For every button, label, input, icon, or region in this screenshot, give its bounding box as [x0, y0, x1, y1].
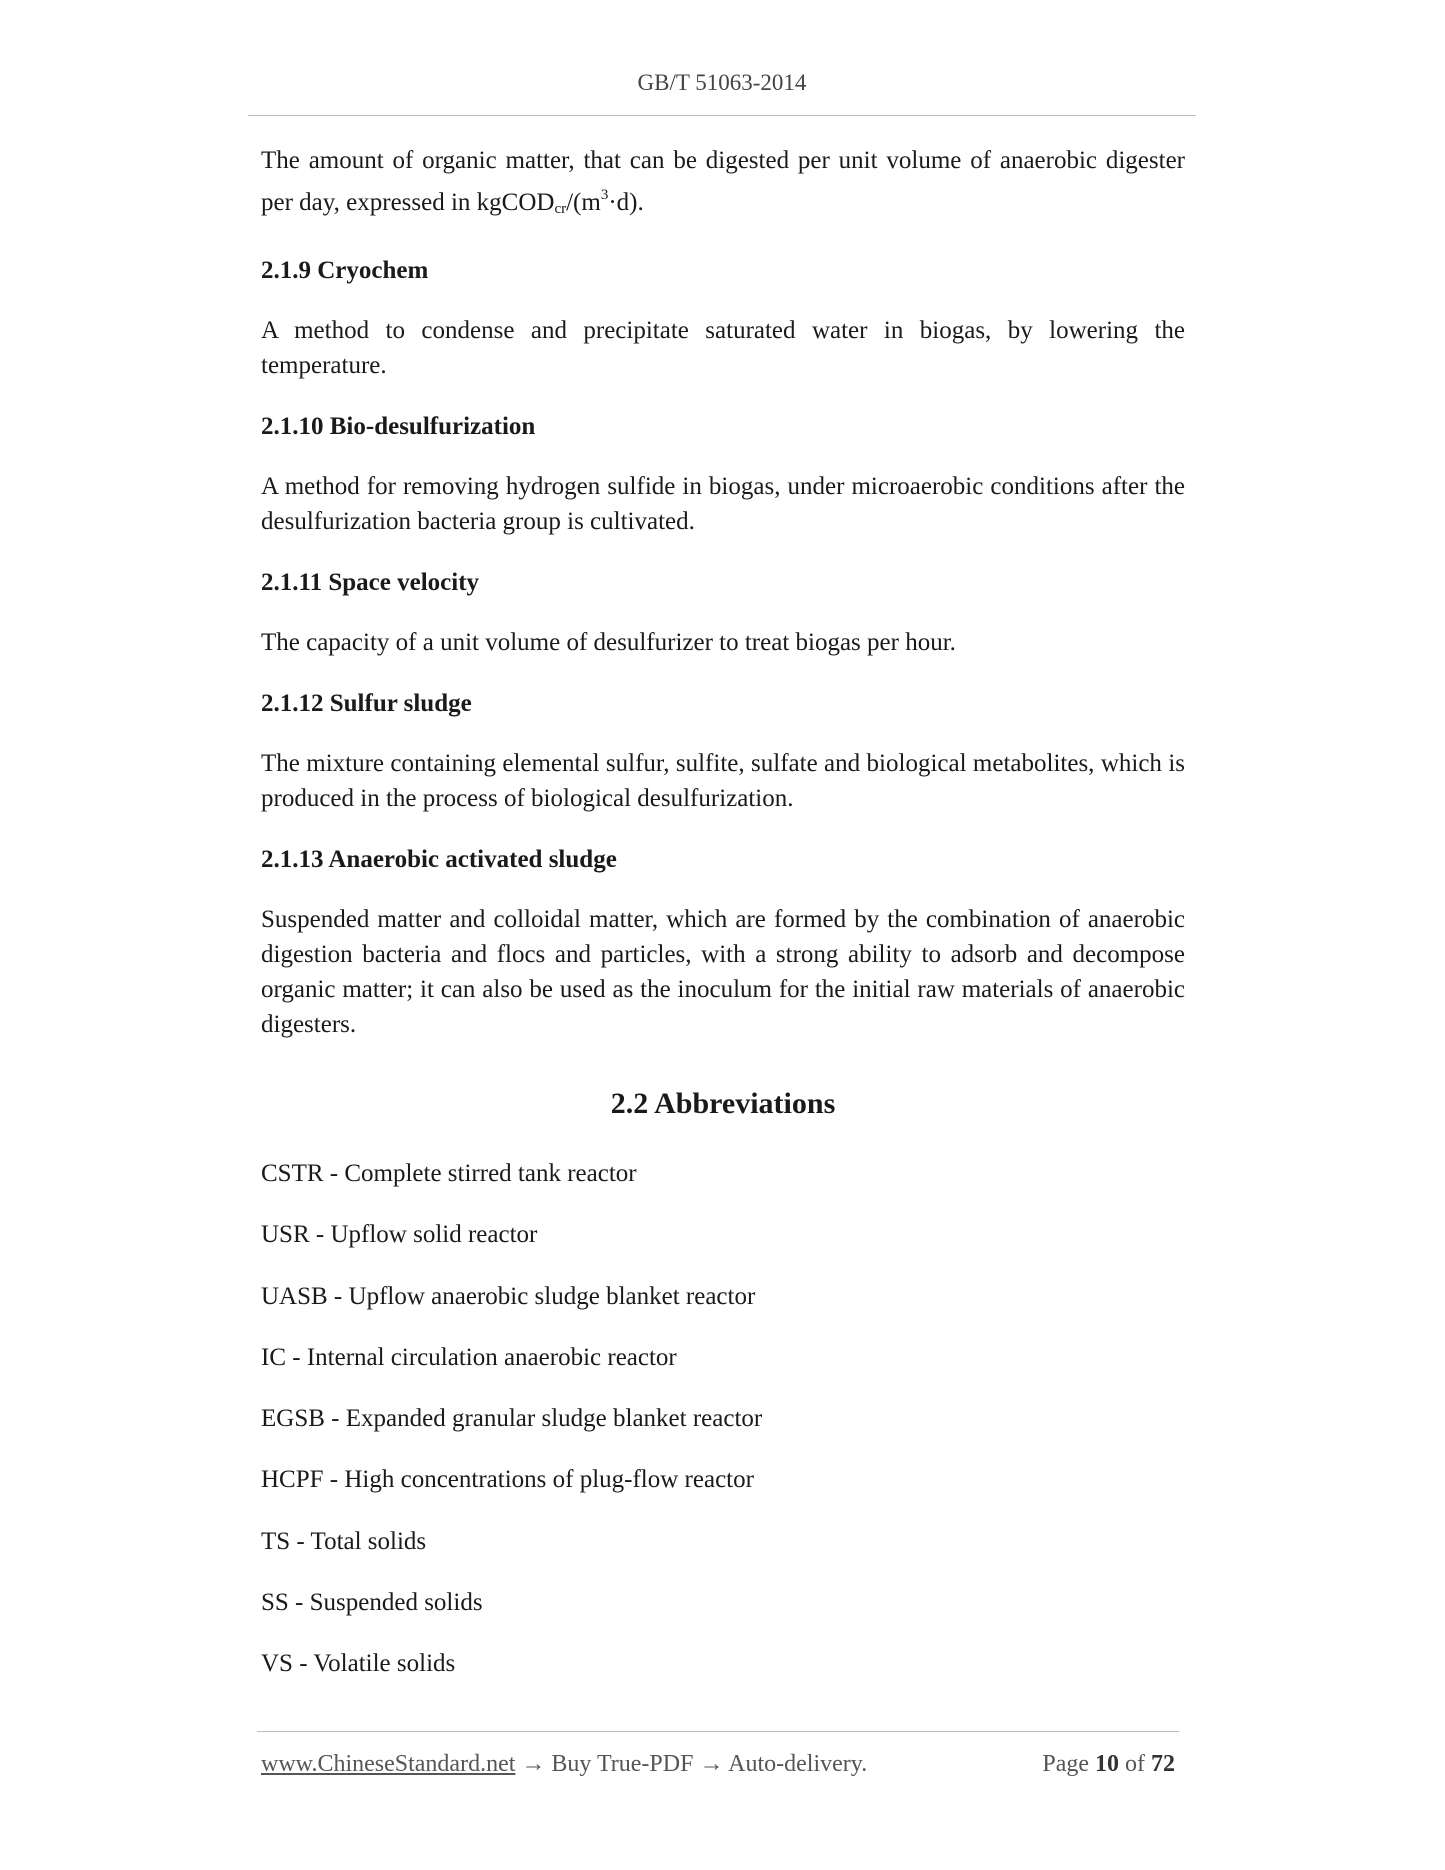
term-definition: A method to condense and precipitate saturated water in biogas, by lowering the temperature.	[261, 317, 1185, 379]
page-label: Page	[1042, 1751, 1089, 1777]
term-definition: The mixture containing elemental sulfur, sulfite, sulfate and biological metabolites, which is produced in the process of biological desulfurization.	[261, 750, 1185, 812]
intro-subscript: cr	[554, 201, 567, 217]
term-2-1-9	[261, 253, 1185, 383]
section-title-abbreviations: 2.2 Abbreviations	[610, 1087, 836, 1120]
intro-text-after: ·d).	[608, 189, 644, 216]
list-item: SS - Suspended solids	[261, 1589, 483, 1617]
term-heading: 2.1.10 Bio-desulfurization	[261, 413, 536, 440]
term-heading: 2.1.13 Anaerobic activated sludge	[261, 846, 617, 873]
page-footer	[261, 1747, 1179, 1781]
term-2-1-11	[261, 565, 1185, 660]
page-total: 72	[1151, 1751, 1175, 1777]
page-of: of	[1125, 1751, 1145, 1777]
page-number	[1042, 1747, 1175, 1781]
term-definition: A method for removing hydrogen sulfide in biogas, under microaerobic conditions after the desulfurization bacteria group is cultivated.	[261, 473, 1185, 535]
page-current: 10	[1095, 1751, 1119, 1777]
list-item: UASB - Upflow anaerobic sludge blanket reactor	[261, 1282, 756, 1310]
intro-paragraph	[261, 143, 1185, 227]
footer-promo	[261, 1747, 867, 1781]
header-divider	[248, 115, 1196, 116]
list-item: USR - Upflow solid reactor	[261, 1221, 538, 1249]
website-link[interactable]: www.ChineseStandard.net	[261, 1751, 516, 1777]
arrow-right-icon: →	[699, 1751, 724, 1777]
term-2-1-10	[261, 409, 1185, 539]
list-item: HCPF - High concentrations of plug-flow reactor	[261, 1466, 754, 1494]
term-heading: 2.1.12 Sulfur sludge	[261, 690, 472, 717]
arrow-right-icon: →	[521, 1751, 546, 1777]
intro-superscript: 3	[600, 187, 609, 203]
list-item: TS - Total solids	[261, 1527, 427, 1555]
term-2-1-13	[261, 842, 1185, 1042]
term-2-1-12	[261, 686, 1185, 816]
list-item: EGSB - Expanded granular sludge blanket reactor	[261, 1405, 763, 1433]
intro-text-before: The amount of organic matter, that can be digested per unit volume of anaerobic digester per day, expressed in kgCOD	[261, 147, 1185, 216]
list-item: VS - Volatile solids	[261, 1650, 456, 1678]
list-item: CSTR - Complete stirred tank reactor	[261, 1160, 637, 1187]
buy-pdf-text: Buy True-PDF	[551, 1751, 694, 1777]
footer-divider	[257, 1731, 1179, 1732]
list-item: IC - Internal circulation anaerobic reactor	[261, 1343, 677, 1371]
term-heading: 2.1.11 Space velocity	[261, 569, 480, 596]
running-header: GB/T 51063-2014	[637, 70, 807, 95]
term-definition: The capacity of a unit volume of desulfurizer to treat biogas per hour.	[261, 629, 956, 656]
term-heading: 2.1.9 Cryochem	[261, 257, 429, 284]
intro-text-mid: /(m	[566, 189, 601, 216]
term-definition: Suspended matter and colloidal matter, which are formed by the combination of anaerobic digestion bacteria and flocs and particles, with a strong ability to adsorb and decompose organic matter; it can also be used as the inoculum for the initial raw materials of anaerobic digesters.	[261, 906, 1185, 1038]
abbreviation-list	[261, 1156, 1185, 1708]
auto-delivery-text: Auto-delivery.	[728, 1751, 868, 1777]
page-body	[261, 143, 1185, 1708]
